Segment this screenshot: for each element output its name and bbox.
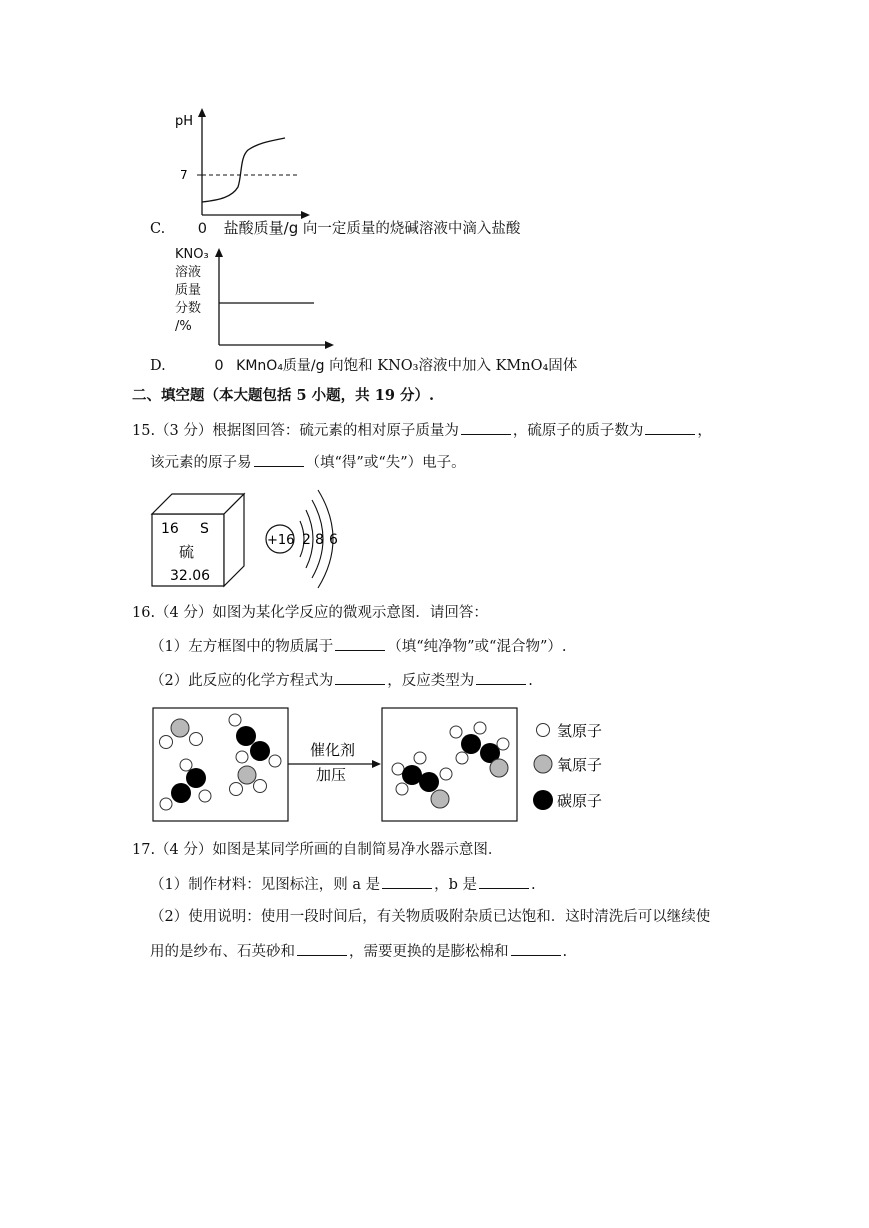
q16-sub2: （2）此反应的化学方程式为 ，反应类型为 .	[150, 670, 533, 691]
atom-nucleus: +16	[267, 533, 295, 548]
atom-structure-diagram	[262, 486, 362, 591]
element-mass: 32.06	[170, 568, 211, 584]
option-c-y-label: pH	[175, 114, 194, 129]
q17-blank-b	[479, 874, 529, 889]
legend-hydrogen-swatch	[537, 724, 550, 737]
legend-carbon-label: 碳原子	[557, 792, 603, 810]
element-cell	[148, 490, 248, 590]
option-c-caption: 向一定质量的烧碱溶液中滴入盐酸	[302, 221, 521, 237]
q17-line1: 17.（4 分）如图是某同学所画的自制简易净水器示意图．	[132, 842, 503, 858]
legend-oxygen-label: 氧原子	[557, 756, 603, 774]
q16-line1: 16.（4 分）如图为某化学反应的微观示意图．请回答：	[132, 605, 488, 621]
atom-shell-3: 6	[329, 532, 338, 548]
option-c-y-tick: 7	[180, 168, 188, 182]
atom-shell-2: 8	[315, 532, 324, 548]
q17-blank-replace	[511, 941, 561, 956]
q15-blank-electron	[254, 452, 304, 467]
q15-blank-mass	[461, 420, 511, 435]
q16-blank-equation	[335, 670, 385, 685]
option-d-y-label: KNO₃ 溶液 质量 分数 /%	[175, 247, 209, 334]
q15-line2: 该元素的原子易 （填“得”或“失”）电子。	[150, 452, 466, 473]
element-number: 16	[161, 521, 179, 537]
arrow-catalyst-label: 催化剂	[310, 741, 356, 759]
q15-line1: 15.（3 分）根据图回答：硫元素的相对原子质量为 ，硫原子的质子数为 ，	[132, 420, 712, 441]
legend-hydrogen-label: 氢原子	[557, 722, 603, 740]
option-d-letter: D.	[150, 358, 166, 374]
q16-blank-type	[476, 670, 526, 685]
option-c-letter: C.	[150, 221, 166, 237]
q15-blank-protons	[645, 420, 695, 435]
option-d-caption: 向饱和 KNO₃溶液中加入 KMnO₄固体	[329, 358, 578, 374]
option-c-x-label: 盐酸质量/g	[223, 219, 299, 237]
q17-blank-a	[382, 874, 432, 889]
q17-sub2-line1: （2）使用说明：使用一段时间后，有关物质吸附杂质已达饱和．这时清洗后可以继续使	[150, 909, 711, 925]
option-d-x-label: KMnO₄质量/g	[236, 358, 325, 374]
option-d-origin: 0	[214, 358, 224, 374]
element-name: 硫	[179, 543, 195, 561]
q17-sub2-line2: 用的是纱布、石英砂和 ，需要更换的是膨松棉和 .	[150, 941, 567, 962]
q17-blank-reusable	[297, 941, 347, 956]
q16-blank-substance	[335, 636, 385, 651]
legend-oxygen-swatch	[534, 755, 552, 773]
section-heading: 二、填空题（本大题包括 5 小题，共 19 分）.	[132, 387, 435, 404]
option-c-chart	[170, 105, 310, 225]
atom-shell-1: 2	[302, 532, 311, 548]
arrow-pressure-label: 加压	[316, 766, 347, 784]
option-c-origin: 0	[197, 221, 208, 237]
option-d-chart	[210, 245, 335, 350]
reaction-diagram	[150, 706, 620, 824]
q17-sub1: （1）制作材料：见图标注，则 a 是 ，b 是 .	[150, 874, 536, 895]
q16-sub1: （1）左方框图中的物质属于 （填“纯净物”或“混合物”）.	[150, 636, 567, 657]
element-symbol: S	[200, 521, 209, 537]
legend-carbon-swatch	[533, 790, 553, 810]
